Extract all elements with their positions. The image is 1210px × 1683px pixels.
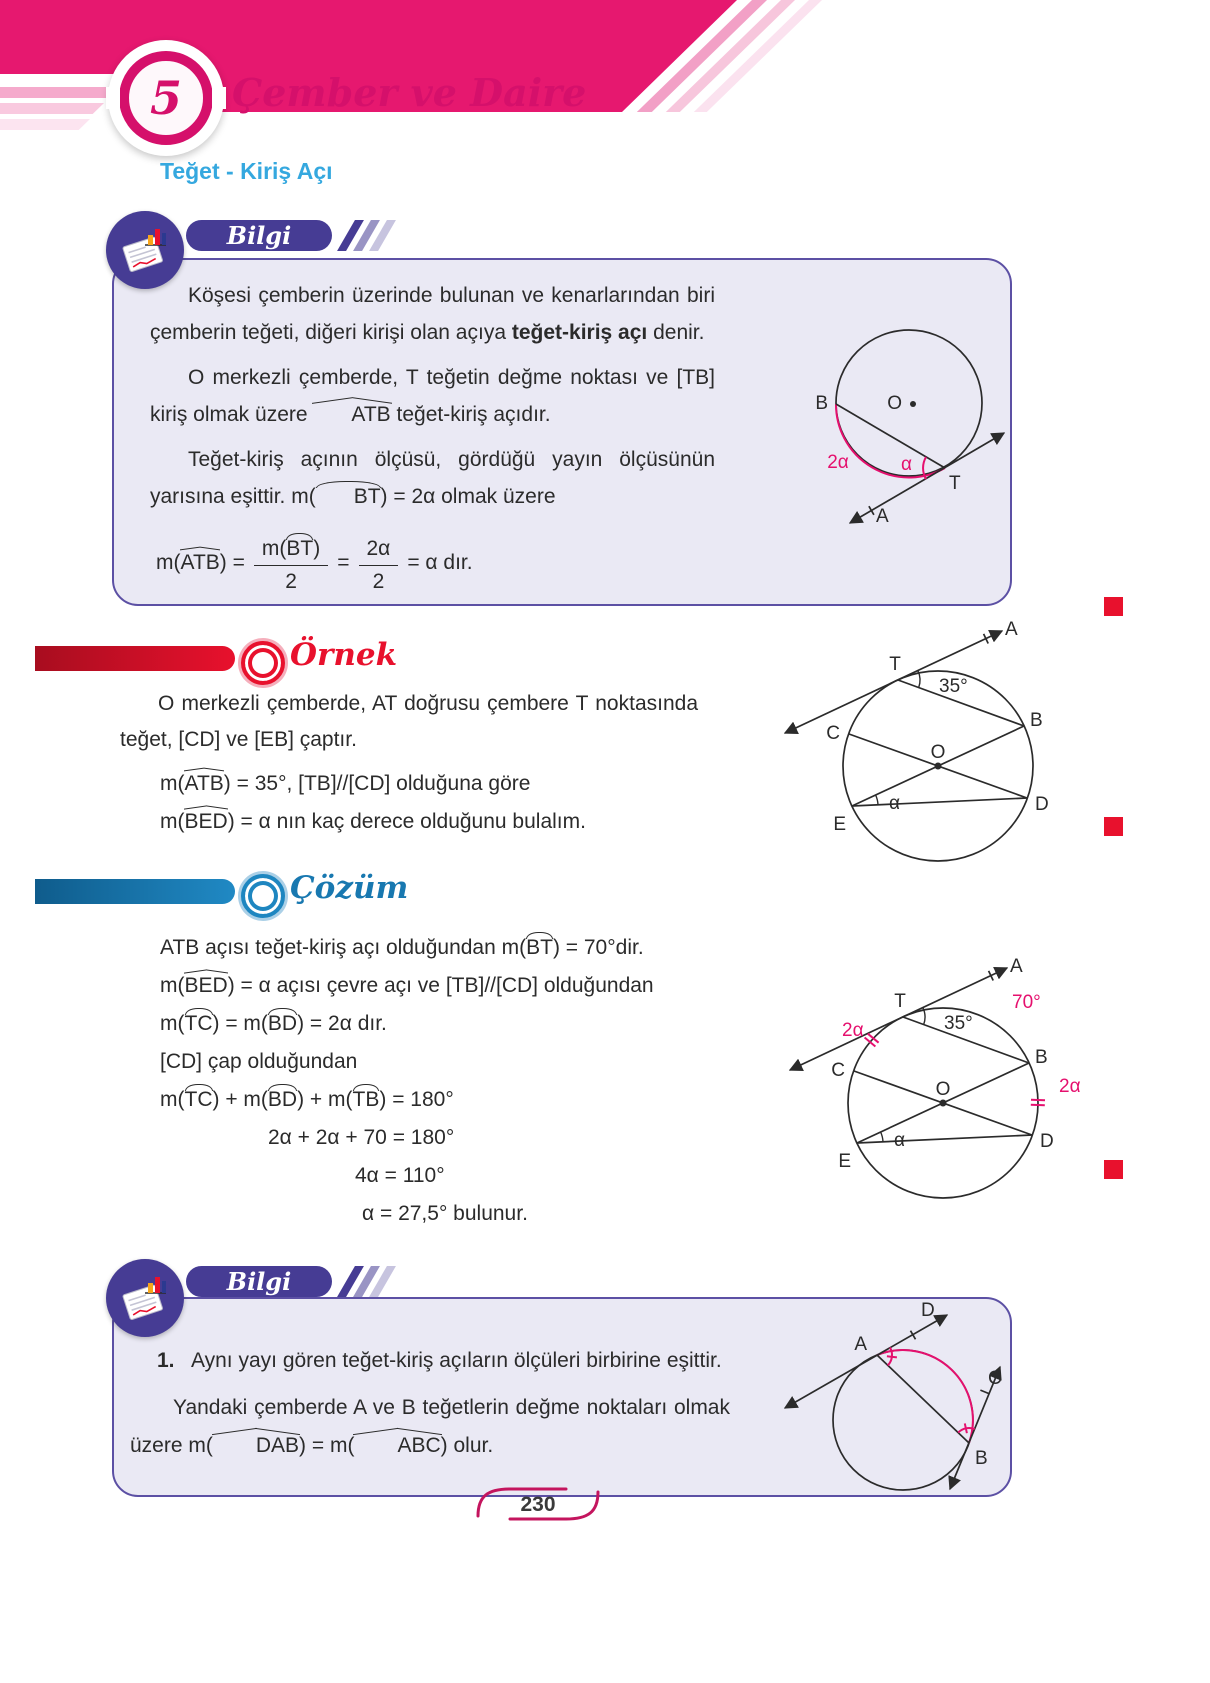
point-label-D: D [1040,1131,1054,1152]
margin-marker [1104,1160,1123,1179]
point-label-A: A [854,1334,867,1355]
diagram-two-tangents [745,1292,1008,1492]
banner-horizontal-stripe [0,87,118,98]
paragraph: O merkezli çemberde, T teğetin değme noktası ve [TB] kiriş olmak üzere ATB teğet-kiriş açıdır. [150,366,715,426]
chord-AB [877,1355,969,1443]
margin-marker [1104,817,1123,836]
center-label-O: O [887,393,902,414]
point-label-B: B [975,1448,988,1469]
angle-arc-alpha [876,795,878,805]
solution-line: m(TC) + m(BD) + m(TB) = 180° [160,1088,454,1111]
solution-line: m(TC) = m(BD) = 2α dır. [160,1012,387,1035]
point-label-B: B [815,393,828,414]
angle-label-alpha: α [894,1130,905,1151]
fraction: $\frac{2\alpha}{2}$ [359,529,399,596]
arc-measure-TB: 70° [1012,992,1041,1013]
solution-heading: Çözüm [290,870,409,906]
chapter-number: 5 [119,51,213,145]
point-label-C: C [988,1368,1002,1389]
tangent-line-at-A [785,1315,947,1408]
solution-banner-bar [35,879,235,904]
badge-slashes [346,1266,387,1297]
point-label-T: T [949,473,961,494]
fraction: $\frac{m(BT)}{2}$ [254,529,328,596]
diameter-EB [852,726,1024,806]
angle-label-35: 35° [944,1013,973,1034]
angle-tick-B [965,1423,967,1433]
newspaper-chart-art [118,1271,172,1325]
center-label-O: O [930,742,946,763]
paragraph: Yandaki çemberde A ve B teğetlerin değme noktaları olmak üzere m( DAB) = m( ABC) olur. [130,1396,730,1457]
solution-line: ATB açısı teğet-kiriş açı olduğundan m(BT) = 70°dir. [160,936,644,959]
chapter-number-badge [108,40,224,156]
point-label-B: B [1035,1047,1048,1068]
newspaper-chart-icon [106,1259,184,1337]
banner-horizontal-stripe [0,119,90,130]
solution-rings-icon [241,874,285,918]
angle-label-alpha: α [889,793,900,814]
angle-tick-A [887,1356,897,1357]
center-label-O: O [935,1079,951,1100]
point-label-C: C [826,723,840,744]
equals-sign: = [337,550,350,574]
page-number-ornament [468,1478,608,1530]
center-dot [910,401,916,407]
solution-line: α = 27,5° bulunur. [362,1202,528,1225]
badge-slashes [346,220,387,251]
point-label-E: E [833,814,846,835]
diameter-EB [857,1063,1029,1143]
point-label-A: A [1005,619,1018,640]
math-line: m(BED) = α nın kaç derece olduğunu bulalım. [160,810,586,833]
arc-measure-BD: 2α [1059,1076,1081,1097]
item-text: Aynı yayı gören teğet-kiriş açıların ölçüleri birbirine eşittir. [191,1349,722,1372]
paragraph: Köşesi çemberin üzerinde bulunan ve kenarlarından biri çemberin teğeti, diğeri kirişi olan açıya teğet-kiriş açı denir. [150,284,715,344]
solution-line: 4α = 110° [355,1164,445,1187]
diagram-example-circle [762,608,1102,880]
info-badge-label: Bilgi [186,220,332,251]
margin-marker [1104,597,1123,616]
point-label-E: E [838,1151,851,1172]
banner-horizontal-stripe [0,103,104,114]
angle-measure-label: α [901,454,912,475]
solution-line: [CD] çap olduğundan [160,1050,358,1073]
point-label-A: A [876,506,889,527]
formula-lhs: m(ATB) = [156,550,245,574]
paragraph: Teğet-kiriş açının ölçüsü, gördüğü yayın ölçüsünün yarısına eşittir. m( BT) = 2α olmak üzere [150,448,715,508]
tick-mark [869,506,874,515]
angle-arc-alpha [881,1132,883,1142]
info-box-2-text [130,1342,730,1465]
arc-measure-label: 2α [827,452,849,473]
angle-label-35: 35° [939,676,968,697]
tangent-line [850,433,1004,523]
page-number: 230 [520,1493,556,1516]
tangent-line-AT [790,968,1007,1070]
arc-BT-highlight [836,404,945,477]
solution-line: 2α + 2α + 70 = 180° [268,1126,455,1149]
numbered-item [130,1342,730,1380]
math-line: m(ATB) = 35°, [TB]//[CD] olduğuna göre [160,772,531,795]
newspaper-chart-icon [106,211,184,289]
newspaper-chart-art [118,223,172,277]
page-footer [468,1478,608,1535]
example-rings-icon [241,641,285,685]
point-label-T: T [889,654,901,675]
formula-result: = α dır. [407,550,473,574]
example-heading: Örnek [290,637,398,673]
section-title: Teğet - Kiriş Açı [160,158,333,184]
diagram-solution-circle [767,945,1107,1217]
item-number: 1. [157,1349,175,1372]
diagram-tangent-chord-definition [760,290,1010,530]
point-label-C: C [831,1060,845,1081]
info-box-1-text [150,277,715,596]
example-banner-bar [35,646,235,671]
chapter-title: Çember ve Daire [232,70,587,115]
example-text [120,686,698,840]
point-label-B: B [1030,710,1043,731]
solution-text [160,929,720,1233]
arc-AB-highlight [877,1350,973,1443]
arc-measure-TC: 2α [842,1020,864,1041]
paragraph: O merkezli çemberde, AT doğrusu çembere T noktasında teğet, [CD] ve [EB] çaptır. [120,692,698,751]
point-label-D: D [1035,794,1049,815]
tangent-line-AT [785,631,1002,733]
tangent-chord-formula [150,529,715,596]
point-label-A: A [1010,956,1023,977]
solution-line: m(BED) = α açısı çevre açı ve [TB]//[CD] olduğundan [160,974,654,997]
tick-mark [980,1390,989,1394]
point-label-T: T [894,991,906,1012]
point-label-D: D [921,1300,935,1321]
info-badge-label: Bilgi [186,1266,332,1297]
